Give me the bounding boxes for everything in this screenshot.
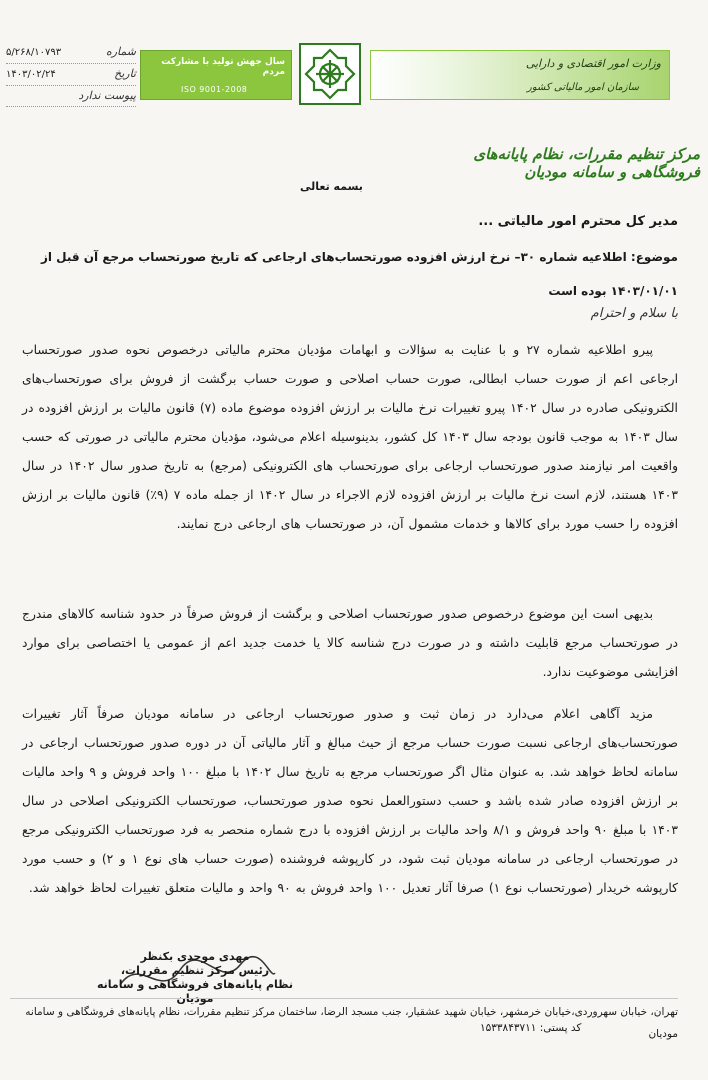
attachment-label: پیوست ندارد [78,89,136,102]
addressee: مدیر کل محترم امور مالیاتی ... [478,214,678,229]
subject-line: موضوع: اطلاعیه شماره ۳۰– نرخ ارزش افزوده صورتحساب‌های ارجاعی که تاریخ صورتحساب مرجع آن قبل از ۱۴۰۳/۰۱/۰۱ بوده است [40,250,678,298]
signatory-name: مهدی موحدی بکنظر [140,950,250,963]
salutation: با سلام و احترام [590,306,678,321]
year-slogan: سال جهش تولید با مشارکت مردم [161,57,285,77]
date-row [6,64,136,86]
signatory-title-2: نظام پایانه‌های فروشگاهی و سامانه مودیان [96,978,294,1005]
postal-code: کد پستی: ۱۵۳۳۸۴۳۷۱۱ [480,1022,582,1034]
iso-label: ISO 9001-2008 [181,85,248,94]
reference-block [6,42,136,107]
signatory-title: رئیس مرکز تنظیم مقررات، [120,964,270,977]
ministry-band [370,50,670,100]
center-name-stamp: مرکز تنظیم مقررات، نظام پایانه‌های فروشگاهی و سامانه مودیان [473,145,700,181]
organization-name: سازمان امور مالیاتی کشور [527,82,639,93]
slogan-band [140,50,292,100]
bismillah: بسمه تعالی [300,180,363,193]
paragraph-3: مزید آگاهی اعلام می‌دارد در زمان ثبت و صدور صورتحساب ارجاعی در سامانه مودیان صرفاً آثار تغییرات صورتحساب‌های ارجاعی نسبت صورت حساب مرجع از حیث مبالغ و آثار مالیاتی آن در دوره صدور صورتحساب ارجاعی در سامانه لحاظ خواهد شد. به عنوان مثال اگر صورتحساب مرجع به تاریخ سال ۱۴۰۲ با مبلغ ۱۰۰ واحد فروش و ۹ واحد مالیات بر ارزش افزوده صادر شده باشد و حسب دستورالعمل نحوه صدور صورتحساب، صورتحساب الکترونیکی اصلاحی در سال ۱۴۰۳ با مبلغ ۹۰ واحد فروش و ۸/۱ واحد مالیات بر ارزش افزوده با درج شماره منحصر به فرد صورتحساب الکترونیکی مرجع در صورتحساب ارجاعی در سامانه مودیان ثبت شود، در کارپوشه فروشنده (صورت حساب های نوع ۱ و ۲) و حسب مورد کارپوشه خریدار (صورتحساب نوع ۱) صرفا آثار تعدیل ۱۰۰ واحد فروش به ۹۰ واحد و مالیات متعلق تغییرات لحاظ خواهد شد. [22,707,678,895]
paragraph-1: پیرو اطلاعیه شماره ۲۷ و با عنایت به سؤالات و ابهامات مؤدیان محترم مالیاتی درخصوص نحوه صدور صورتحساب ارجاعی اعم از صورت حساب ابطالی، صورت حساب اصلاحی و صورت حساب برگشت از فروش برای صورتحساب‌های الکترونیکی صادره در سال ۱۴۰۲ پیرو تغییرات نرخ مالیات بر ارزش افزوده موضوع ماده (۷) قانون مالیات بر ارزش افزوده در سال ۱۴۰۳ به موجب قانون بودجه سال ۱۴۰۳ کل کشور، بدینوسیله اعلام می‌شود، مؤدیان محترم مالیاتی در صورتی که حسب واقعیت امر نیازمند صدور صورتحساب ارجاعی برای صورتحساب های الکترونیکی (مرجع) به تاریخ صدور سال ۱۴۰۲ در سال ۱۴۰۳ هستند، لازم است نرخ مالیات بر ارزش افزوده لازم الاجراء در سال ۱۴۰۲ از جمله ماده ۷ (۹٪) قانون مالیات بر ارزش افزوده را حسب مورد برای کالاها و خدمات مشمول آن، در صورتحساب های ارجاعی درج نمایند. [22,343,679,531]
number-label: شماره [105,45,136,58]
tax-organization-emblem-icon [298,42,362,106]
paragraph-2: بدیهی است این موضوع درخصوص صدور صورتحساب اصلاحی و برگشت از فروش صرفاً در حدود شناسه کالاهای مندرج در صورتحساب مرجع قابلیت داشته و در صورت درج شناسه کالا یا خدمت جدید اعم از عمومی یا اختصاصی برای موارد افزایشی موضوعیت ندارد. [22,607,678,679]
ministry-name: وزارت امور اقتصادی و دارایی [525,57,661,70]
date-label: تاریخ [114,67,136,80]
letterhead [0,30,708,120]
number-value: ۵/۲۶۸/۱۰۷۹۳ [6,47,62,58]
attachment-row [6,86,136,107]
number-row [6,42,136,64]
footer-address: تهران، خیابان سهروردی،خیابان خرمشهر، خیابان شهید عشقیار، جنب مسجد الرضا، ساختمان مرکز تنظیم مقررات، نظام پایانه‌های فروشگاهی و سامانه مودیان [10,998,678,1045]
date-value: ۱۴۰۳/۰۲/۲۴ [6,69,56,80]
